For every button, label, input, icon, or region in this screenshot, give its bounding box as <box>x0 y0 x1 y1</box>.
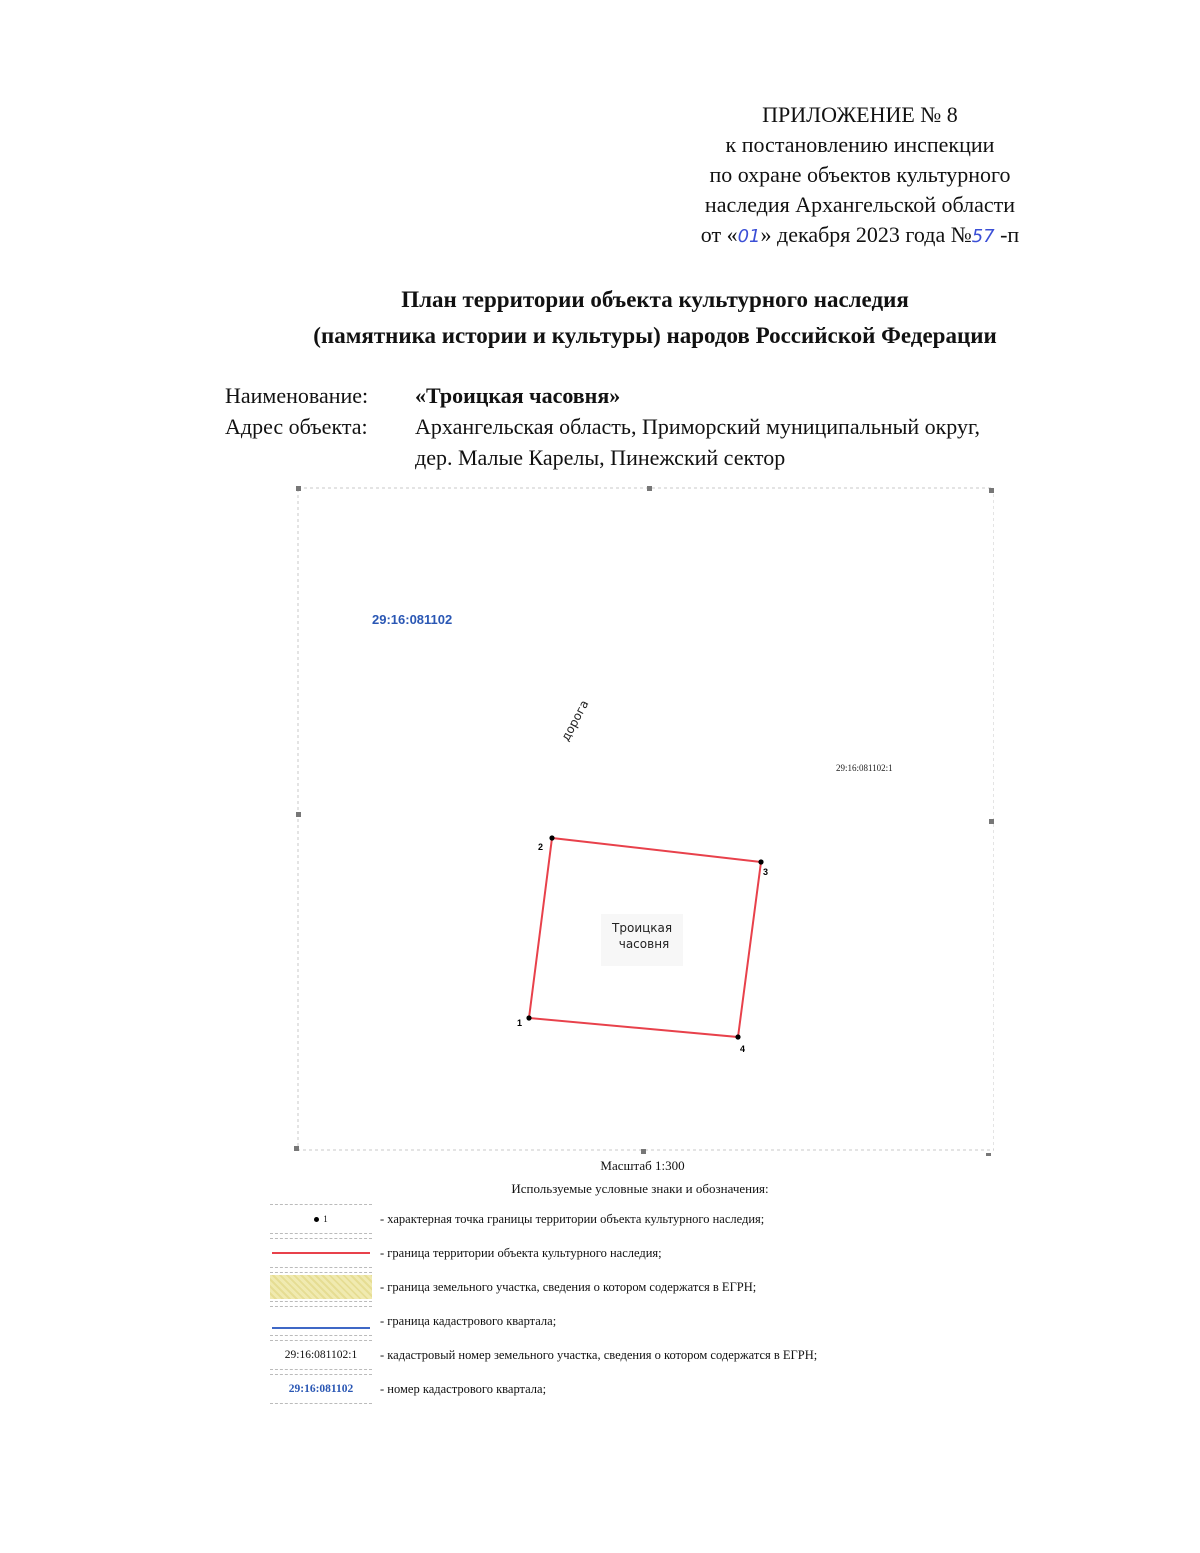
name-label: Наименование: <box>225 383 369 408</box>
boundary-point-3 <box>758 859 763 864</box>
point-number-3: 3 <box>763 867 769 877</box>
boundary-point-1 <box>526 1015 531 1020</box>
legend <box>270 1202 817 1406</box>
legend-item <box>270 1202 817 1236</box>
appendix-line: наследия Архангельской области <box>704 192 1016 217</box>
parcel-label: 29:16:081102:1 <box>836 763 893 773</box>
legend-item <box>270 1338 817 1372</box>
legend-item <box>270 1236 817 1270</box>
legend-text: - граница территории объекта культурного наследия; <box>380 1245 662 1260</box>
frame-handle <box>294 1146 299 1151</box>
frame-handle <box>296 486 301 491</box>
land-parcel-symbol <box>270 1272 372 1302</box>
frame-handle <box>296 812 301 817</box>
road-label: дорога <box>558 697 592 744</box>
appendix-line: по охране объектов культурного <box>709 162 1011 187</box>
legend-text: - номер кадастрового квартала; <box>380 1381 547 1396</box>
point-number-4: 4 <box>740 1044 746 1054</box>
cadastral-quarter-boundary-symbol <box>270 1306 372 1336</box>
boundary-point-symbol: 1 <box>270 1204 372 1234</box>
legend-item <box>270 1270 817 1304</box>
object-info <box>225 380 980 473</box>
frame-handle <box>989 488 994 493</box>
address-line-2: дер. Малые Карелы, Пинежский сектор <box>415 445 786 470</box>
building-label-line-2: часовня <box>618 937 670 951</box>
handwritten-day: 01 <box>737 226 761 247</box>
appendix-line: к постановлению инспекции <box>725 132 995 157</box>
appendix-header <box>650 100 1070 252</box>
cadastral-quarter-label: 29:16:081102 <box>372 612 453 627</box>
object-name: «Троицкая часовня» <box>415 383 621 408</box>
legend-text: - граница земельного участка, сведения о котором содержатся в ЕГРН; <box>380 1279 757 1294</box>
address-line-1: Архангельская область, Приморский муниципальный округ, <box>415 414 981 439</box>
building-label-line-1: Троицкая <box>612 921 673 935</box>
heritage-boundary-symbol <box>270 1238 372 1268</box>
legend-item <box>270 1372 817 1406</box>
frame-handle <box>647 486 652 491</box>
address-label: Адрес объекта: <box>225 414 368 439</box>
point-number-1: 1 <box>517 1018 523 1028</box>
document-title: План территории объекта культурного наследия (памятника истории и культуры) народов Российской Федерации <box>313 287 997 348</box>
boundary-point-2 <box>549 835 554 840</box>
map-frame <box>298 488 994 1150</box>
map-scale: Масштаб 1:300 <box>600 1158 685 1173</box>
frame-handle <box>986 1153 991 1156</box>
territory-plan-map <box>292 484 994 1156</box>
appendix-date-line: от «01» декабря 2023 года №57 -п <box>700 222 1020 247</box>
frame-handle <box>989 819 994 824</box>
frame-handle <box>641 1149 646 1154</box>
parcel-number-symbol: 29:16:081102:1 <box>270 1340 372 1370</box>
legend-text: - граница кадастрового квартала; <box>380 1313 557 1328</box>
point-number-2: 2 <box>538 842 544 852</box>
legend-title: Используемые условные знаки и обозначения: <box>511 1181 769 1196</box>
quarter-number-symbol: 29:16:081102 <box>270 1374 372 1404</box>
legend-text: - кадастровый номер земельного участка, сведения о котором содержатся в ЕГРН; <box>380 1347 818 1362</box>
appendix-title: ПРИЛОЖЕНИЕ № 8 <box>762 102 958 127</box>
legend-text: - характерная точка границы территории объекта культурного наследия; <box>380 1211 765 1226</box>
handwritten-number: 57 <box>971 226 995 247</box>
legend-item <box>270 1304 817 1338</box>
boundary-point-4 <box>735 1034 740 1039</box>
